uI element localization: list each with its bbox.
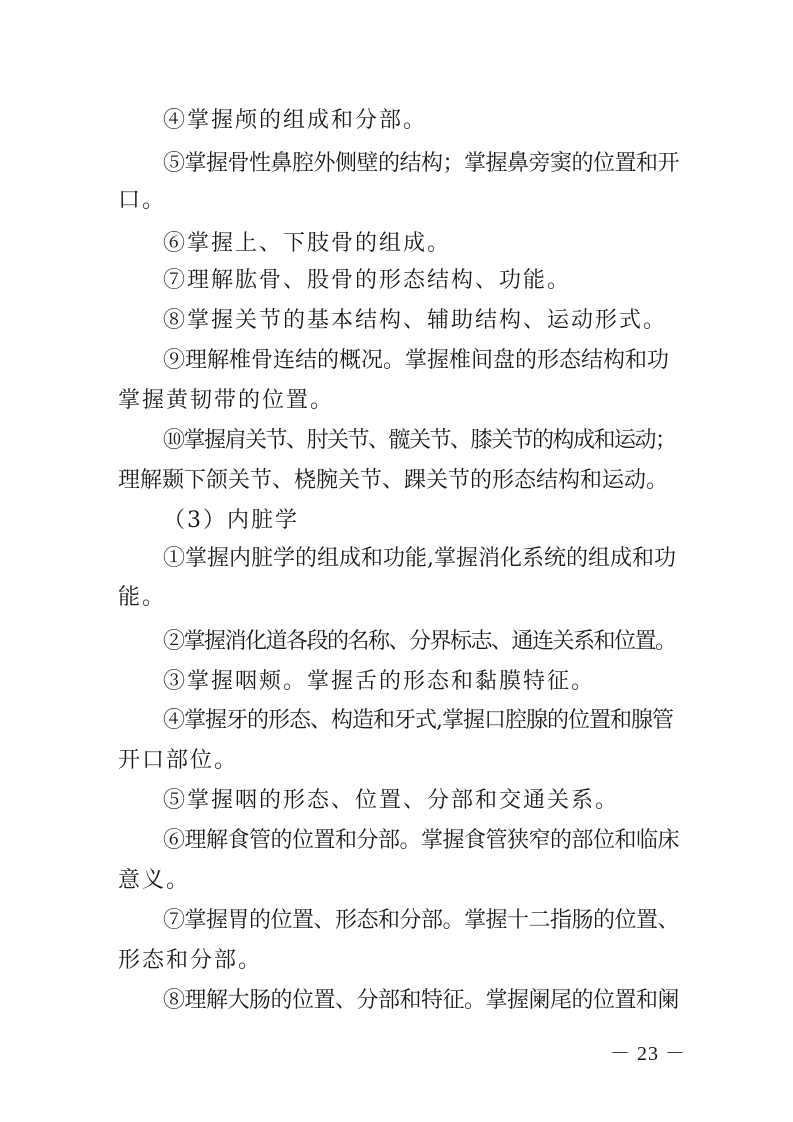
text-line: 意义。 (118, 868, 191, 893)
text-line: ⑧掌握关节的基本结构、辅助结构、运动形式。 (163, 308, 668, 333)
text-line: 口。 (118, 188, 167, 213)
page-number: － 23 － (610, 1043, 686, 1065)
text-line: ⑥理解食管的位置和分部。掌握食管狭窄的部位和临床 (163, 828, 680, 853)
text-line: 掌握黄韧带的位置。 (118, 388, 335, 413)
text-line: 能。 (118, 585, 167, 610)
text-line: ⑤掌握骨性鼻腔外侧壁的结构；掌握鼻旁窦的位置和开 (163, 151, 680, 176)
text-line: 开口部位。 (118, 748, 239, 773)
text-line: ⑧理解大肠的位置、分部和特征。掌握阑尾的位置和阑 (163, 988, 680, 1013)
text-line: 理解颞下颌关节、桡腕关节、踝关节的形态结构和运动。 (118, 468, 669, 493)
text-line: ①掌握内脏学的组成和功能,掌握消化系统的组成和功 (163, 546, 676, 571)
text-line: ④掌握颅的组成和分部。 (163, 108, 428, 133)
text-line: ④掌握牙的形态、构造和牙式,掌握口腔腺的位置和腺管 (163, 708, 673, 733)
text-line: ⑤掌握咽的形态、位置、分部和交通关系。 (163, 788, 620, 813)
text-line: 形态和分部。 (118, 948, 263, 973)
text-line: ⑦理解肱骨、股骨的形态结构、功能。 (163, 268, 572, 293)
text-line: ③掌握咽颊。掌握舌的形态和黏膜特征。 (163, 669, 596, 694)
text-line: ⑦掌握胃的位置、形态和分部。掌握十二指肠的位置、 (163, 908, 680, 933)
text-line: ⑥掌握上、下肢骨的组成。 (163, 231, 452, 256)
text-line: ⑨理解椎骨连结的概况。掌握椎间盘的形态结构和功 (163, 348, 670, 373)
section-heading: （3）内脏学 (163, 508, 299, 533)
text-line: ②掌握消化道各段的名称、分界标志、通连关系和位置。 (163, 629, 676, 654)
text-line: ⑩掌握肩关节、肘关节、髋关节、膝关节的构成和运动； (163, 428, 676, 453)
